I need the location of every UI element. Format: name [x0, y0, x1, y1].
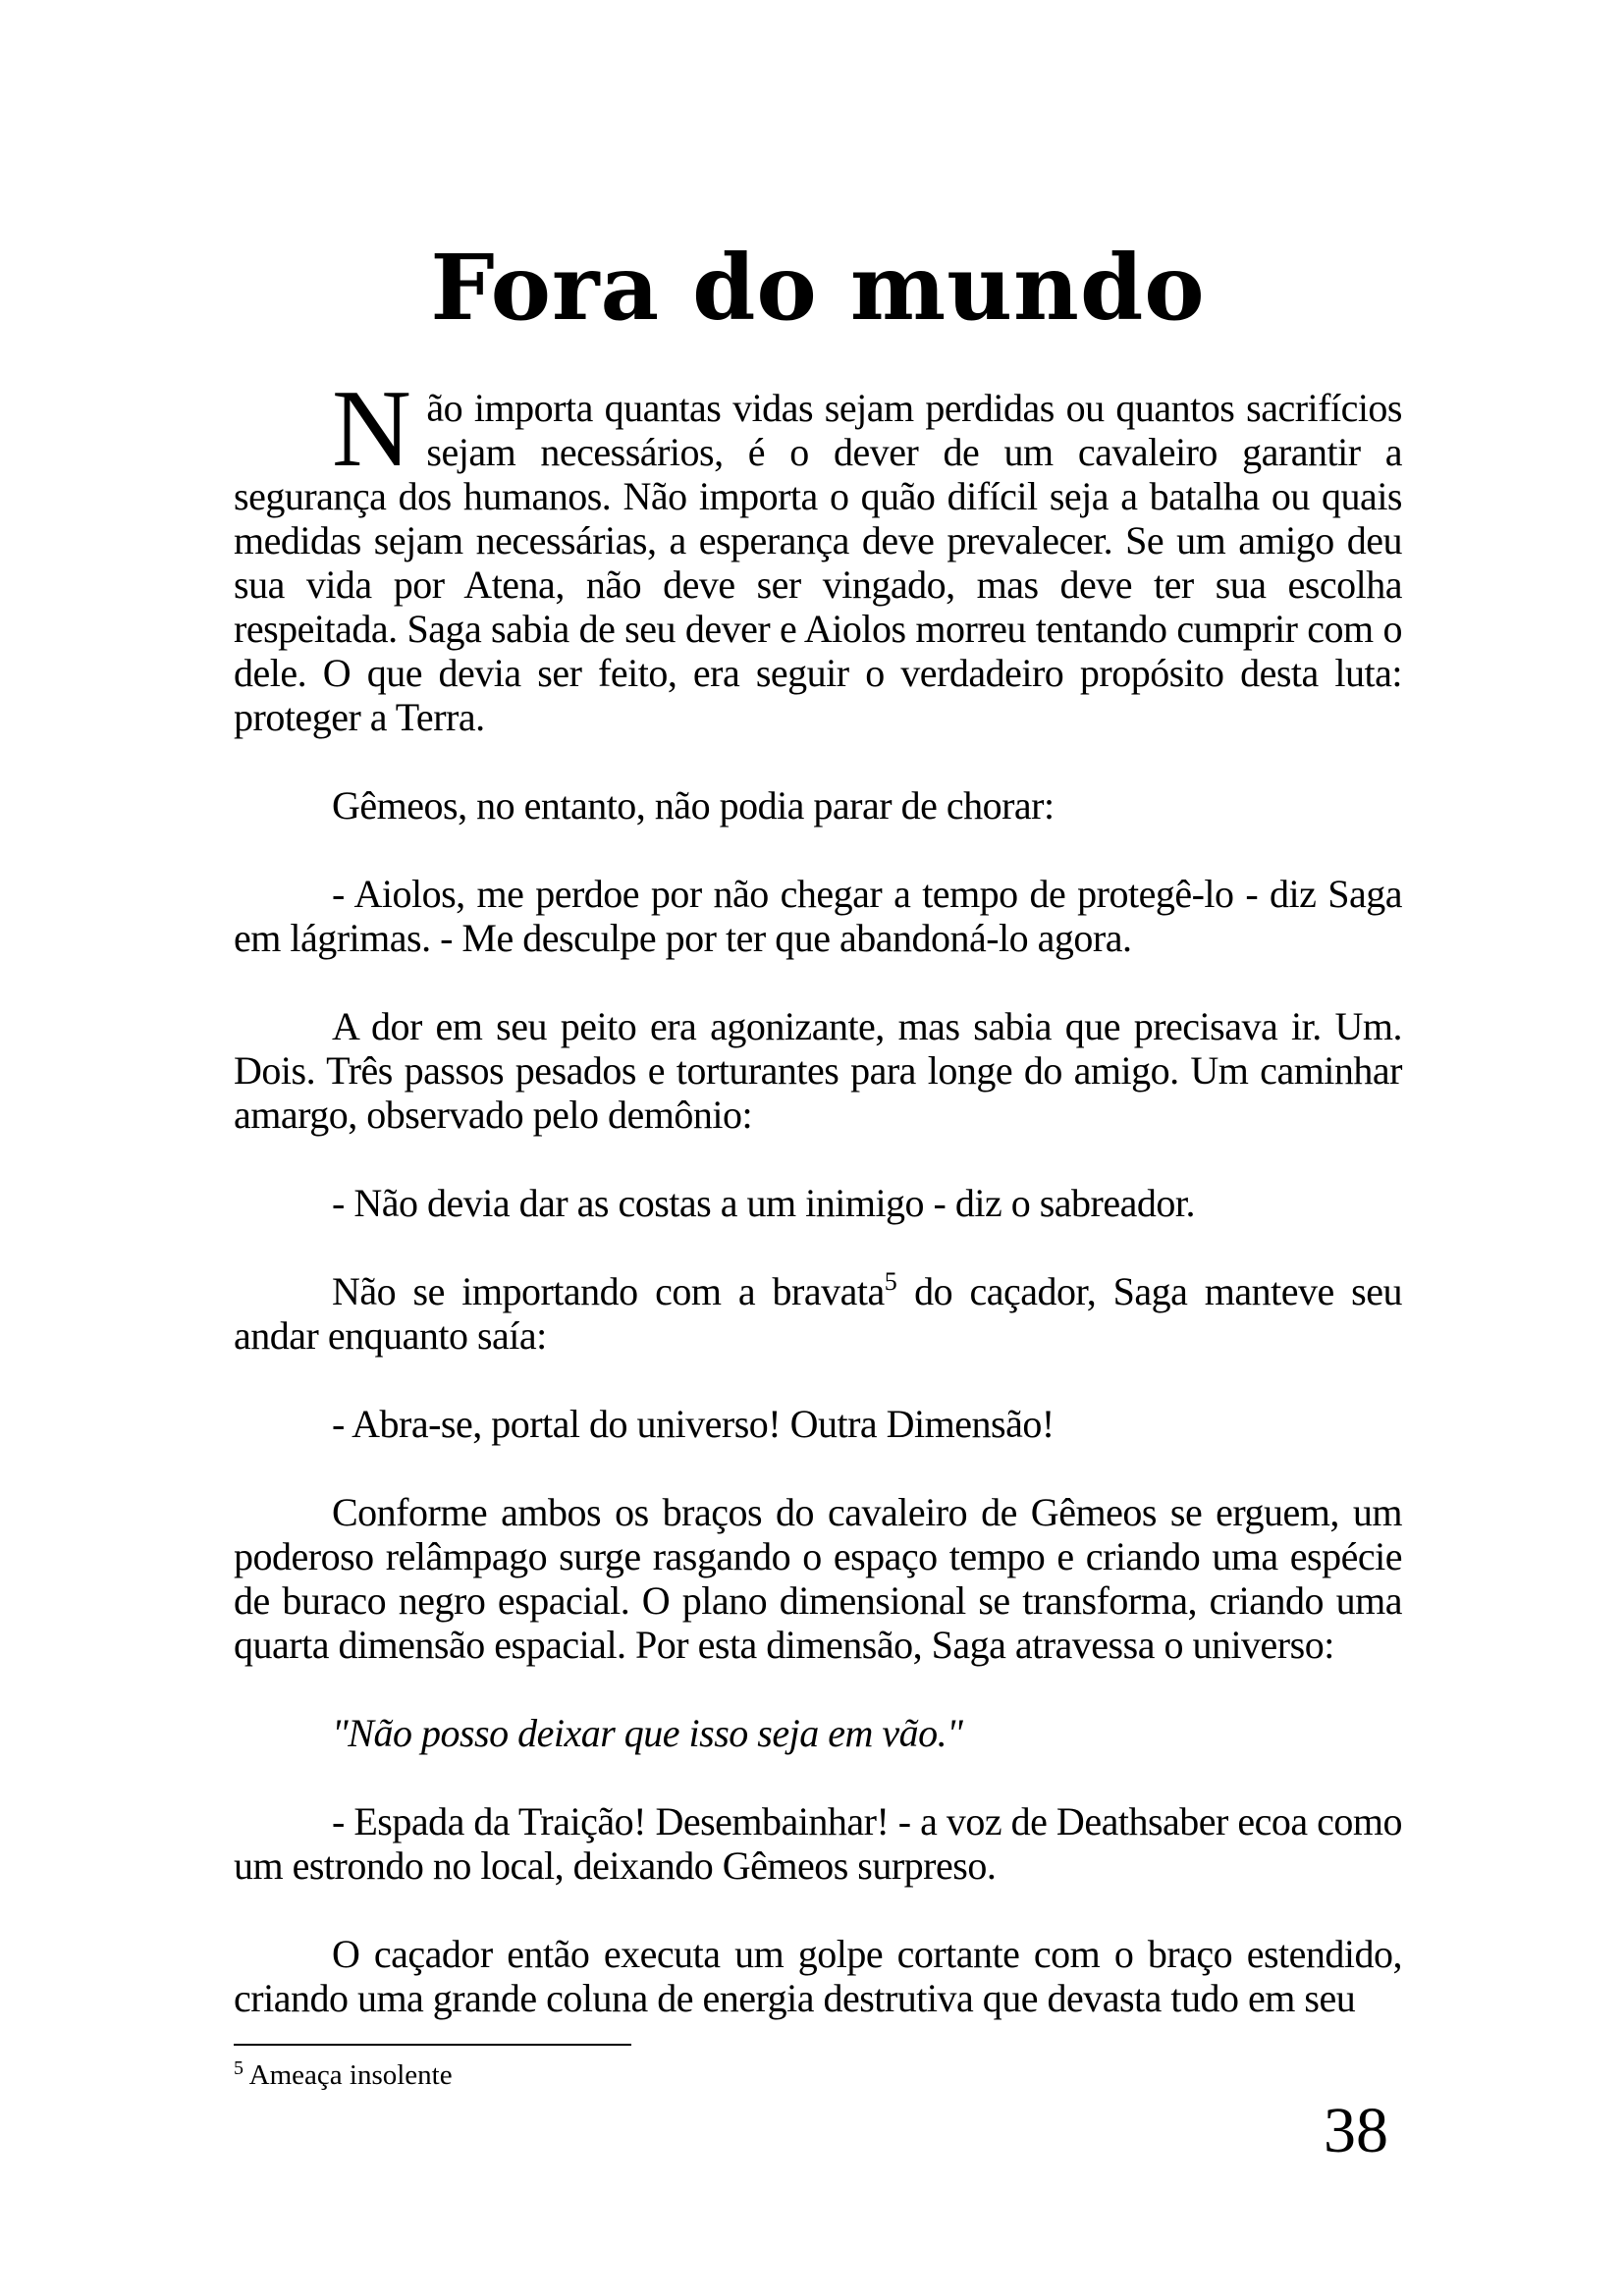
footnote-block [234, 2044, 1402, 2093]
paragraph-quote: "Não posso deixar que isso seja em vão." [332, 1711, 963, 1755]
paragraph: O caçador então executa um golpe cortante com o braço estendido, criando uma grande coluna de energia destrutiva que devasta tudo em seu [234, 1932, 1402, 2020]
chapter-title: Fora do mundo [430, 235, 1206, 341]
footnote-divider [234, 2044, 631, 2046]
paragraph: - Aiolos, me perdoe por não chegar a tempo de protegê-lo - diz Saga em lágrimas. - Me desculpe por ter que abandoná-lo agora. [234, 872, 1402, 960]
footnote-reference: 5 [884, 1267, 897, 1296]
paragraph [234, 1269, 1402, 1358]
page-number: 38 [1324, 2095, 1388, 2166]
paragraph: - Espada da Traição! Desembainhar! - a voz de Deathsaber ecoa como um estrondo no local, deixando Gêmeos surpreso. [234, 1799, 1402, 1888]
paragraph-text: do caçador, Saga manteve seu andar enquanto saía: [234, 1269, 1402, 1358]
paragraph: A dor em seu peito era agonizante, mas sabia que precisava ir. Um. Dois. Três passos pesados e torturantes para longe do amigo. Um caminhar amargo, observado pelo demônio: [234, 1004, 1402, 1137]
text-block [234, 0, 1402, 2020]
paragraph: - Abra-se, portal do universo! Outra Dimensão! [332, 1402, 1055, 1446]
paragraph: Gêmeos, no entanto, não podia parar de chorar: [332, 783, 1055, 828]
paragraph: Conforme ambos os braços do cavaleiro de Gêmeos se erguem, um poderoso relâmpago surge rasgando o espaço tempo e criando uma espécie de buraco negro espacial. O plano dimensional se transforma, criando uma quarta dimensão espacial. Por esta dimensão, Saga atravessa o universo: [234, 1490, 1402, 1667]
paragraph-text: Não se importando com a bravata [332, 1269, 885, 1313]
footnote-text: Ameaça insolente [244, 2059, 453, 2091]
footnote-marker: 5 [234, 2057, 244, 2079]
paragraph: - Não devia dar as costas a um inimigo - diz o sabreador. [332, 1181, 1195, 1225]
paragraph-text: ão importa quantas vidas sejam perdidas ou quantos sacrifícios sejam necessários, é o dever de um cavaleiro garantir a segurança dos humanos. Não importa o quão difícil seja a batalha ou quais medidas sejam necessárias, a esperança deve prevalecer. Se um amigo deu sua vida por Atena, não deve ser vingado, mas deve ter sua escolha respeitada. Saga sabia de seu dever e Aiolos morreu tentando cumprir com o dele. O que devia ser feito, era seguir o verdadeiro propósito desta luta: proteger a Terra. [234, 386, 1402, 739]
paragraph [234, 368, 1402, 739]
footnote [234, 2057, 1402, 2093]
drop-cap: N [332, 368, 411, 490]
